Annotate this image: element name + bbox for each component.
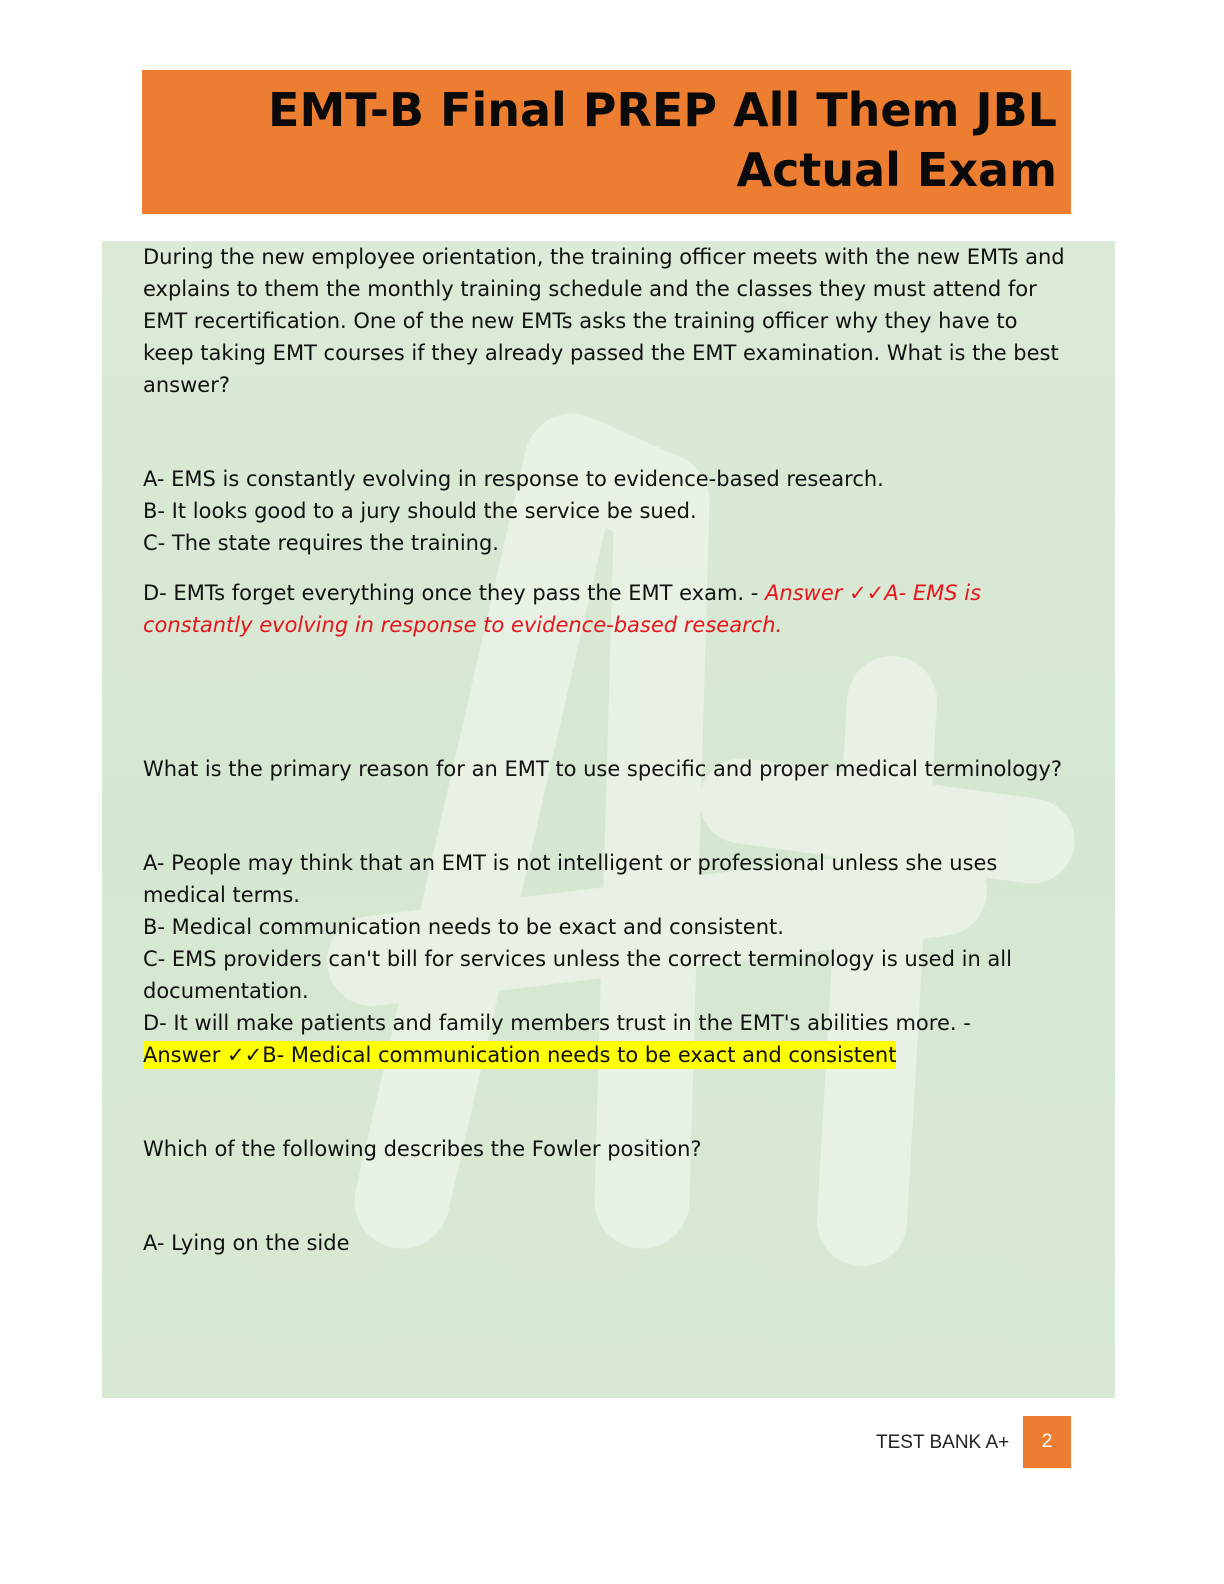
question-2-option-d-text: D- It will make patients and family members trust in the EMT's abilities more. -: [143, 1011, 971, 1035]
document-title-line-1: EMT-B Final PREP All Them JBL: [268, 83, 1057, 137]
question-1-option-d-text: D- EMTs forget everything once they pass the EMT exam. -: [143, 581, 759, 605]
page-number: 2: [1023, 1416, 1071, 1468]
question-2-stem: What is the primary reason for an EMT to use specific and proper medical terminology?: [143, 757, 1062, 781]
footer-label: TEST BANK A+: [876, 1432, 1010, 1453]
question-1-option-c: C- The state requires the training.: [143, 531, 499, 555]
question-1-stem: During the new employee orientation, the training officer meets with the new EMTs and explains to them the monthly training schedule and the classes they must attend for EMT recertification. One of the new EMTs asks the training officer why they have to keep taking EMT courses if they already passed the EMT examination. What is the best answer?: [143, 245, 1065, 397]
question-1-option-d: [143, 577, 1073, 641]
question-2-option-b: B- Medical communication needs to be exact and consistent.: [143, 915, 784, 939]
question-2-option-c: C- EMS providers can't bill for services unless the correct terminology is used in all documentation.: [143, 947, 1012, 1003]
question-2-answer: Answer ✓✓B- Medical communication needs to be exact and consistent: [143, 1043, 897, 1067]
question-2-option-d: [143, 1007, 1073, 1071]
question-content: [143, 241, 1073, 1259]
question-3-option-a: A- Lying on the side: [143, 1231, 350, 1255]
document-title-line-2: Actual Exam: [736, 143, 1057, 197]
question-1-answer: Answer ✓✓A- EMS is constantly evolving in response to evidence-based research.: [143, 581, 982, 637]
question-1-option-a: A- EMS is constantly evolving in response to evidence-based research.: [143, 467, 884, 491]
question-2-option-a: A- People may think that an EMT is not intelligent or professional unless she uses medical terms.: [143, 851, 998, 907]
question-1-option-b: B- It looks good to a jury should the service be sued.: [143, 499, 697, 523]
title-banner: [142, 70, 1071, 214]
question-3-stem: Which of the following describes the Fowler position?: [143, 1137, 702, 1161]
